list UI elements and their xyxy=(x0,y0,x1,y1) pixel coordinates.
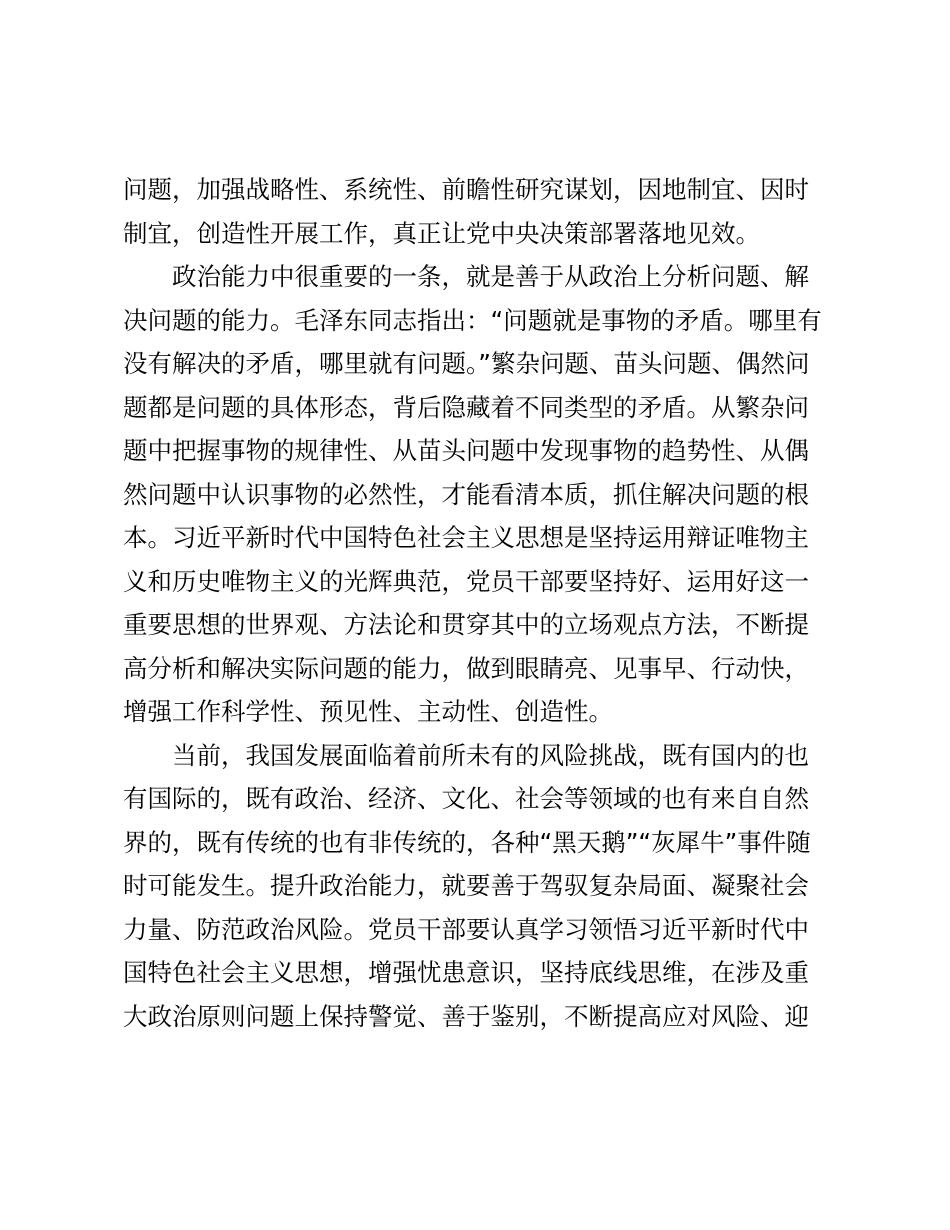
text-line: 制宜，创造性开展工作，真正让党中央决策部署落地见效。 xyxy=(123,218,760,248)
body-text xyxy=(123,168,835,1038)
text-line: 有国际的，既有政治、经济、文化、社会等领域的也有来自自然 xyxy=(123,784,809,813)
text-line: 时可能发生。提升政治能力，就要善于驾驭复杂局面、凝聚社会 xyxy=(123,871,809,900)
text-line: 题中把握事物的规律性、从苗头问题中发现事物的趋势性、从偶 xyxy=(123,436,809,465)
paragraph-2 xyxy=(123,255,835,734)
text-line: 本。习近平新时代中国特色社会主义思想是坚持运用辩证唯物主 xyxy=(123,523,809,552)
text-line: 没有解决的矛盾，哪里就有问题。”繁杂问题、苗头问题、偶然问 xyxy=(123,349,810,378)
text-line: 高分析和解决实际问题的能力，做到眼睛亮、见事早、行动快， xyxy=(123,653,809,683)
text-line: 界的，既有传统的也有非传统的，各种“黑天鹅”“灰犀牛”事件随 xyxy=(123,827,811,857)
text-line: 问题，加强战略性、系统性、前瞻性研究谋划，因地制宜、因时 xyxy=(123,175,809,204)
text-line: 决问题的能力。毛泽东同志指出：“问题就是事物的矛盾。哪里有 xyxy=(123,305,822,335)
text-line: 增强工作科学性、预见性、主动性、创造性。 xyxy=(123,697,613,726)
text-line: 政治能力中很重要的一条，就是善于从政治上分析问题、解 xyxy=(172,262,809,291)
paragraph-3 xyxy=(123,734,835,1039)
text-line: 然问题中认识事物的必然性，才能看清本质，抓住解决问题的根 xyxy=(123,479,809,509)
text-line: 义和历史唯物主义的光辉典范，党员干部要坚持好、运用好这一 xyxy=(123,566,809,596)
paragraph-1 xyxy=(123,168,835,255)
text-line: 题都是问题的具体形态，背后隐藏着不同类型的矛盾。从繁杂问 xyxy=(123,392,809,422)
text-line: 当前，我国发展面临着前所未有的风险挑战，既有国内的也 xyxy=(172,740,809,770)
text-line: 重要思想的世界观、方法论和贯穿其中的立场观点方法，不断提 xyxy=(123,610,809,639)
text-line: 力量、防范政治风险。党员干部要认真学习领悟习近平新时代中 xyxy=(123,914,809,944)
text-line: 大政治原则问题上保持警觉、善于鉴别，不断提高应对风险、迎 xyxy=(123,1001,809,1031)
text-line: 国特色社会主义思想，增强忧患意识，坚持底线思维，在涉及重 xyxy=(123,958,809,987)
